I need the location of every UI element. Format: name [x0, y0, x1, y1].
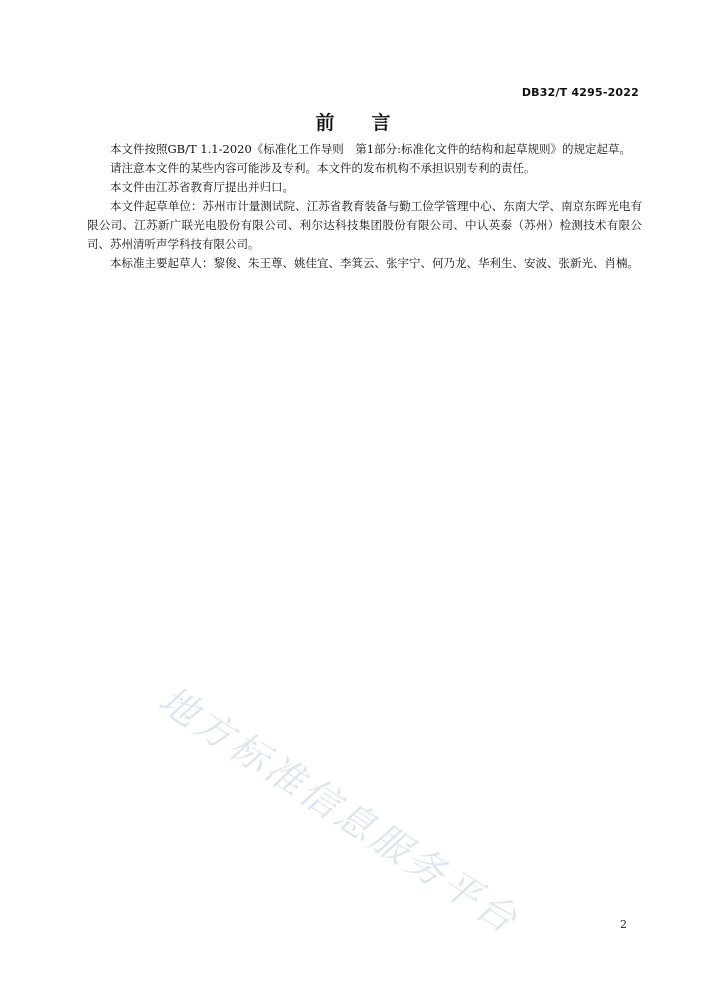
paragraph-drafting-units: 本文件起草单位：苏州市计量测试院、江苏省教育装备与勤工俭学管理中心、东南大学、南京东晖光电有限公司、江苏新广联光电股份有限公司、利尔达科技集团股份有限公司、中认英泰（苏州）检测技术有限公司、苏州清听声学科技有限公司。	[87, 199, 642, 251]
paragraph-drafters: 本标准主要起草人：黎俊、朱王尊、姚佳宜、李箕云、张宇宁、何乃龙、华利生、安波、张新光、肖楠。	[110, 256, 639, 270]
title-char-1: 前	[315, 112, 336, 134]
section-title	[0, 108, 707, 135]
document-code: DB32/T 4295-2022	[521, 86, 639, 99]
watermark-text: 地方标准信息服务平台	[151, 677, 528, 944]
title-char-2: 言	[371, 112, 392, 134]
paragraph-proposer: 本文件由江苏省教育厅提出并归口。	[110, 180, 294, 194]
page-number: 2	[620, 918, 627, 931]
foreword-body	[87, 140, 642, 273]
paragraph-patent-notice: 请注意本文件的某些内容可能涉及专利。本文件的发布机构不承担识别专利的责任。	[110, 161, 536, 175]
paragraph-drafting-rules: 本文件按照GB/T 1.1-2020《标准化工作导则 第1部分:标准化文件的结构和起草规则》的规定起草。	[110, 142, 631, 156]
